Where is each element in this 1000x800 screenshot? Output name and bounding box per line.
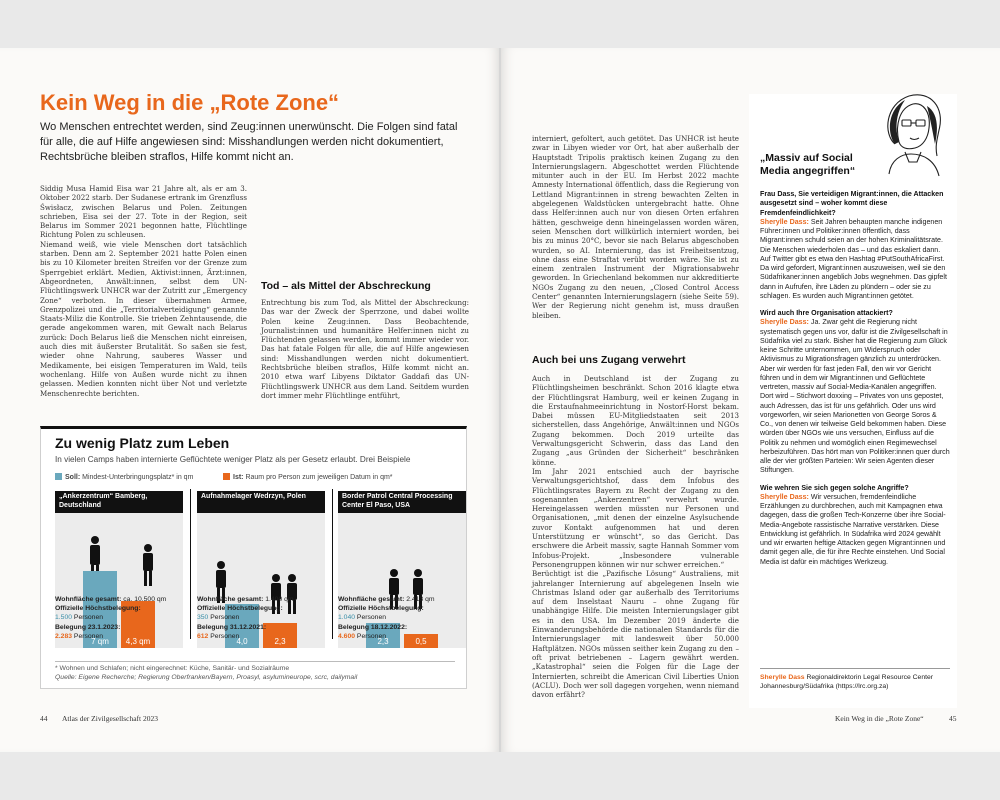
running-title-left: Atlas der Zivilgesellschaft 2023 (62, 714, 159, 723)
paragraph: Im Jahr 2021 entschied auch der bayrische Verwaltungsgerichtshof, dass dem Infobus des Flüchtlingsrates Bayern zu Recht der Zugang zu den sogenannten „Ankerzentren“ verwehrt wurde. Hereingelassen werden müssten nur Personen und Organisationen, „mit denen der einzelne Asylsuchende zuvor Kontakt aufgenommen hat und deren Unterstützung er wünscht“, so das Gericht. Das erschwere die Arbeit massiv, sagte Hannah Sommer vom Infobus-Projekt. „Insbesondere vulnerable Personengruppen können wir nur schwer erreichen.“ (532, 466, 739, 569)
page-headline: Kein Weg in die „Rote Zone“ (40, 90, 340, 115)
bar-soll: 2,3 (366, 623, 400, 648)
interview-title: „Massiv auf Social Media angegriffen“ (760, 152, 856, 177)
camp-stats-bamberg: Wohnfläche gesamt: ca. 10.500 qm Offizielle Höchstbelegung: 1.500 Personen Belegung 23.1.2023: 2.283 Personen (55, 596, 167, 640)
bar-ist: 0,5 (404, 634, 438, 648)
paragraph: Siddig Musa Hamid Eisa war 21 Jahre alt, als er am 3. Oktober 2022 starb. Der Sudanese ertrank im Grenzfluss Świsłacz, zwischen Belarus und Polen. Zeitungen schrieben, Eisa sei der 27. Tote in der Region, seit Belarus im Sommer 2021 begonnen hatte, Flüchtlinge Richtung Polen zu schleusen. (40, 184, 247, 240)
divider (190, 489, 191, 639)
left-column-2: Entrechtung bis zum Tod, als Mittel der Abschreckung: Das war der Zweck der Sperrzone, und dabei wollte Polen keine Zeug:innen. Dass Beobachtende, Journalist:innen und humanitäre Helfer:innen nicht zu Flüchtenden gelassen werden, kommt immer wieder vor. Das hat fatale Folgen für alle, die auf Hilfe angewiesen sind: Misshandlungen werden nicht dokumentiert. Rechtsbrüche bleiben straflos, Hilfe kommt nicht an. 2010 etwa warf Libyens Diktator Gaddafi das UN-Flüchtlingswerk UNHCR aus dem Land. Seitdem wurden dort immer mehr Flüchtlinge entführt, (261, 298, 469, 400)
camp-stats-el-paso: Wohnfläche gesamt: 2.413 qm Offizielle Höchstbelegung: 1.040 Personen Belegung 18.12.2022: 4.600 Personen (338, 596, 435, 640)
qa-item: Frau Dass, Sie verteidigen Migrant:innen, die Attacken ausgesetzt sind – woher kommt diese Fremdenfeindlichkeit? Sheryllе Dass: Seit Jahren behaupten manche indigenen Führer:innen und Politiker:innen öffentlich, dass Migrant:innen schuld seien an der hohen Kriminalitätsrate. Die Menschen wiederholen das – und das eskaliert dann. Auf Twitter gibt es etwa den Hashtag #PutSouthAfricaFirst. Da wird gefordert, Migrant:innen auszuweisen, weil sie den Südafrikaner:innen angeblich Jobs wegnehmen. Das gipfelt dann in Aufrufen, ihre Läden zu plündern – oder sie zu schlagen. Es wurden auch Migrant:innen getötet. (760, 190, 947, 300)
subheading-deterrence: Tod – als Mittel der Abschreckung (261, 280, 431, 292)
camp-name: Aufnahmelager Wedrzyn, Polen (197, 491, 325, 513)
interview-body (760, 190, 950, 575)
legend-swatch-blue (55, 473, 62, 480)
interview-box (749, 94, 957, 708)
bar-ist: 2,3 (263, 623, 297, 648)
infographic-living-space (40, 426, 467, 689)
page-number-right: 45 (949, 714, 957, 723)
divider (332, 489, 333, 639)
bar-ist: 4,3 qm (121, 601, 155, 648)
running-title-right: Kein Weg in die „Rote Zone“ (835, 714, 924, 723)
infographic-source: Quelle: Eigene Recherche; Regierung Oberfranken/Bayern, Proasyl, asylumineurope, scrc, dailymail (55, 674, 358, 681)
infographic-footnote: * Wohnen und Schlafen; nicht eingerechnet: Küche, Sanitär- und Sozialräume Quelle: Eigene Recherche; Regierung Oberfranken/Bayern, Proasyl, asylumineurope, scrc, dailymail (55, 661, 455, 682)
right-page (501, 48, 1000, 752)
qa-item: Wird auch Ihre Organisation attackiert? Sheryllе Dass: Ja. Zwar geht die Regierung nicht systematisch gegen uns vor, dafür ist die Zivilgesellschaft in Südafrika viel zu stark. Bisher hat die Regierung zum Glück keine Schritte unternommen, um Widerspruch oder Aktivismus zu Migrationsfragen gänzlich zu unterdrücken. Aber wir werden für fast jeden Fall, den wir vor Gericht führen und in dem wir Migrant:innen und Geflüchtete vertreten, massiv auf Social-Media-Kanälen angegriffen. Dort wird – Stichwort doxxing – Privates von uns gepostet, auch Adressen, das ist für uns gefährlich. Oder uns wird vorgeworfen, wir seien Marionetten von George Soros & Co., von denen wir teilweise Geld bekommen haben. Diese würden über NGOs wie uns versuchen, Einfluss auf die Politik zu nehmen und womöglich einen Regimewechsel herbeizuführen. Das hört man von Politiker:innen quer durch alle der vier größten Parteien: Wir seien Agenten dieser Stiftungen. (760, 309, 950, 475)
paragraph: Niemand weiß, wie viele Menschen dort tatsächlich starben. Denn am 2. September 2021 hatte Polen einen bis zu 10 Kilometer breiten Streifen vor der Grenze zum Sperrgebiet erklärt. Medien, Aktivist:innen, Ärzt:innen, Abgeordneten, Anwält:innen, selbst dem UN-Flüchtlingswerk UNHCR war der Zutritt zur „Emergency Zone“ verboten. In dieser übernahmen Armee, Grenzpolizei und die „Territorialverteidigung“ genannte Staats-Miliz die Kontrolle. Sie trieben Zehntausende, die gerade angekommen waren, mit Gewalt nach Belarus zurück: Doch Belarus ließ die Menschen nicht einreisen, auch dies mit äußerster Brutalität. So saßen sie fest, wieder ohne Nahrung, sauberes Wasser und Medikamente, bei eisigen Temperaturen im Wald, teils wochenlang. Hilfe von Außen wurde nicht zu ihnen gelassen. Medien konnten nicht über Not und verletzte Menschenrechte berichten. (40, 239, 247, 398)
camp-stats-wedrzyn: Wohnfläche gesamt: 1.400 qm Offizielle Höchstbelegung: 350 Personen Belegung 31.12.2021: 612 Personen (197, 596, 294, 640)
left-column-1 (40, 184, 247, 398)
bar-soll: 4,0 (225, 604, 259, 648)
left-page (0, 48, 499, 752)
qa-item: Wie wehren Sie sich gegen solche Angriffe? Sheryllе Dass: Wir versuchen, fremdenfeindliche Erzählungen zu durchbrechen, auch mit Kampagnen etwa dagegen, dass die großen Tech-Konzerne über ihre Social-Media-Angebote rassistische Narrative verstärken. Diese Entwicklung ist gefährlich. In Südafrika wird 2024 gewählt und wir erwarten heftige Attacken gegen Migrant:innen und damit gegen alle, die für ihre Rechte einstehen. Und Social Media ist dafür ein mächtiges Werkzeug. (760, 483, 946, 566)
infographic-subtitle: In vielen Camps haben internierte Geflüchtete weniger Platz als per Gesetz erlaubt. Drei Beispiele (55, 455, 411, 464)
portrait-illustration (865, 86, 957, 182)
infographic-title: Zu wenig Platz zum Leben (55, 435, 230, 451)
page-number-left: 44 (40, 714, 48, 723)
intro-paragraph: Wo Menschen entrechtet werden, sind Zeug:innen unerwünscht. Die Folgen sind fatal für alle, die auf Hilfe angewiesen sind: Misshandlungen werden nicht dokumentiert, Rechtsbrüche bleiben straflos, Hilfe kommt nicht an. (40, 121, 458, 163)
right-column-top: interniert, gefoltert, auch getötet. Das UNHCR ist heute zwar in Libyen wieder vor Ort, hat aber außerhalb der Hauptstadt Tripolis praktisch keinen Zugang zu den Internierungslagern. Abgeschottet werden Flüchtende mitunter auch in der EU. Im Herbst 2022 machte Amnesty International öffentlich, dass die Regierung von Lettland Migrant:innen in streng bewachten Zelten in abgelegenen Waldstücken untergebracht hatte. Ohne dass Helfer:innen auch nur von diesen Orten erfahren hätten, geschweige denn hineingelassen worden wären, seien Menschen dort willkürlich interniert worden, bei bis zu minus 20°C, bevor sie nach Belarus abgeschoben wurden, so AI. Internierung, das ist Freiheitsentzug, ohne dass eine Straftat verübt worden wäre. Sie ist zu einem zentralen Instrument der Migrationsabwehr geworden. In Griechenland bekommen nur akkreditierte NGOs Zugang zu den neuen, „Closed Control Access Center“ genannten Internierungslagern (siehe Seite 59). Wer der Regierung nicht genehm ist, muss draußen bleiben. (532, 134, 739, 320)
right-column-bottom (532, 374, 739, 699)
legend-soll: Soll: Mindest-Unterbringungsplatz* in qm (55, 473, 193, 481)
paragraph: Auch in Deutschland ist der Zugang zu Flüchtlingsheimen beschränkt. Schon 2016 klagte etwa der Flüchtlingsrat Hamburg, weil er keinen Zugang in die Erstaufnahmeeinrichtung in Nostorf-Horst bekam. Dabei müssen EU-Mitgliedstaaten seit 2013 sicherstellen, dass Angehörige, Anwält:innen und NGOs Zugang bekommen. Doch 2019 urteilte das Verwaltungsgericht Schwerin, dass das Land den Zugang „aus Gründen der Sicherheit“ beschränken könne. (532, 374, 739, 467)
bar-soll: 7 qm (83, 571, 117, 648)
legend-swatch-orange (223, 473, 230, 480)
camp-name: Border Patrol Central Processing Center El Paso, USA (338, 491, 466, 513)
camp-name: „Ankerzentrum“ Bamberg, Deutschland (55, 491, 183, 513)
subheading-access-denied: Auch bei uns Zugang verwehrt (532, 354, 686, 366)
paragraph: Berüchtigt ist die „Pazifische Lösung“ Australiens, mit jahrelanger Internierung auf abgelegenen Inseln wie Christmas Island oder gar außerhalb des Territoriums auf dem Inselstaat Nauru – ohne Zugang für unabhängige Hilfe. Die meisten Internierungslager gibt es in den USA. Im Dezember 2019 änderte die Einwanderungsbehörde die nationalen Standards für die Internierungslager mit landesweit über 50.000 Haftplätzen. NGOs müssen seither kein Zugang zu den – oft privat betriebenen – Lagern gewährt werden. „Katastrophal“ seien die Folgen für die Lage der Internierten, schreibt die American Civil Liberties Union (ACLU). Doch wer soll dagegen vorgehen, wenn niemand davon erfährt? (532, 569, 739, 700)
interview-signature: Sheryllе Dass Regionaldirektorin Legal Resource Center Johannesburg/Südafrika (https://lrc.org.za) (760, 668, 950, 691)
legend-ist: Ist: Raum pro Person zum jeweiligen Datum in qm* (223, 473, 393, 481)
